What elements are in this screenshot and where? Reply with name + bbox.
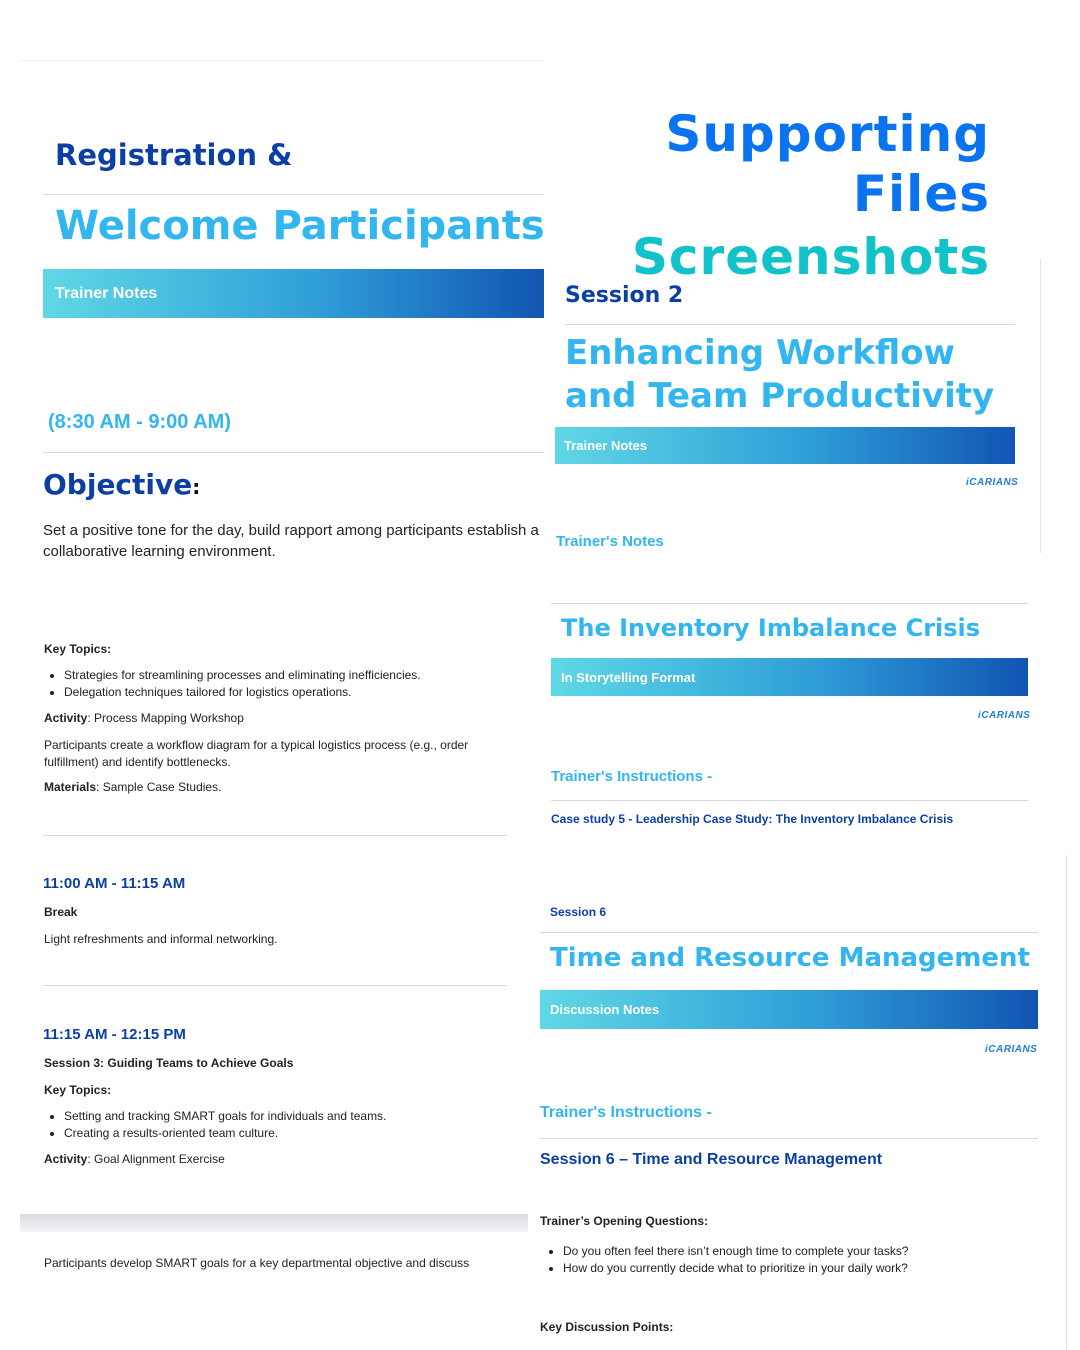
band-label: Discussion Notes [550,1002,660,1017]
session2-title [565,332,994,418]
session6-subtitle: Session 6 – Time and Resource Management [540,1151,883,1168]
activity-label: Activity [44,711,88,725]
session3-topics-list [44,1108,534,1142]
objective-heading [43,468,200,501]
list-item: • How do you currently decide what to prioritize in your daily work? [563,1260,1063,1277]
session6-panel-edge [1066,855,1067,1350]
session2-panel-edge [1040,258,1041,553]
key-topics-list [44,667,534,701]
questions-label: Trainer’s Opening Questions: [540,1214,709,1228]
activity-value: : Goal Alignment Exercise [87,1152,225,1166]
objective-text: Set a positive tone for the day, build rapport among participants establish a collaborative learning environment. [43,522,539,560]
welcome-heading: Welcome Participants [55,203,545,249]
activity-value: : Process Mapping Workshop [87,711,244,725]
session2-label: Session 2 [565,283,684,308]
registration-heading: Registration & [55,138,293,172]
session2-title-line2: and Team Productivity [565,376,995,416]
crisis-instructions: Trainer's Instructions - [551,768,713,785]
session6-label: Session 6 [550,905,607,919]
session6-instructions: Trainer's Instructions - [540,1104,712,1121]
icarians-logo: iCARIANS [966,477,1019,488]
break-time: 11:00 AM - 11:15 AM [43,875,186,892]
session3-title: Session 3: Guiding Teams to Achieve Goals [44,1056,294,1070]
session2-trainer-notes-band [555,427,1015,464]
page-title [545,104,990,290]
icarians-logo: iCARIANS [985,1044,1038,1055]
band-label: Trainer Notes [564,438,648,453]
divider [43,452,544,453]
page-break-bar [20,1214,528,1232]
band-label: In Storytelling Format [561,669,696,685]
trainer-notes-band [43,269,544,318]
activity-label: Activity [44,1152,88,1166]
key-points-label: Key Discussion Points: [540,1320,674,1334]
band-label: Trainer Notes [55,284,158,302]
list-item: • Setting and tracking SMART goals for individuals and teams. [64,1108,534,1125]
divider [551,800,1028,801]
title-line2: Screenshots [631,228,990,286]
session2-title-line1: Enhancing Workflow [565,333,955,373]
divider [540,1138,1038,1139]
questions-list [543,1243,1063,1277]
divider [43,194,544,195]
activity-description: Participants create a workflow diagram for a typical logistics process (e.g., order fulfillment) and identify bottlenecks. [44,738,469,769]
divider [565,324,1015,325]
title-line1: Supporting Files [665,105,990,223]
storytelling-band [551,658,1028,696]
key-topics-label: Key Topics: [44,642,112,656]
top-divider [20,60,544,61]
activity-line [44,711,244,725]
divider [43,835,507,836]
session6-title: Time and Resource Management [550,943,1030,973]
session3-key-label: Key Topics: [44,1083,112,1097]
divider [540,932,1038,933]
session3-activity [44,1152,225,1166]
crisis-title: The Inventory Imbalance Crisis [561,614,981,642]
list-item: • Delegation techniques tailored for logistics operations. [64,684,534,701]
list-item: • Creating a results-oriented team culture. [64,1125,534,1142]
session3-time: 11:15 AM - 12:15 PM [43,1026,186,1043]
break-label: Break [44,905,78,919]
list-item: • Strategies for streamlining processes and eliminating inefficiencies. [64,667,534,684]
divider [551,603,1028,604]
break-description: Light refreshments and informal networking. [44,932,278,946]
materials-value: : Sample Case Studies. [96,780,222,794]
materials-label: Materials [44,780,97,794]
materials-line [44,780,221,794]
list-item: • Do you often feel there isn’t enough time to complete your tasks? [563,1243,1063,1260]
case-study-line: Case study 5 - Leadership Case Study: The Inventory Imbalance Crisis [551,812,954,826]
icarians-logo: iCARIANS [978,710,1031,721]
bottom-text: Participants develop SMART goals for a key departmental objective and discuss [44,1256,470,1270]
divider [43,985,507,986]
session2-subheading: Trainer's Notes [556,533,664,550]
objective-colon: : [192,475,201,499]
objective-title: Objective [43,468,193,501]
discussion-notes-band [540,990,1038,1029]
time-range: (8:30 AM - 9:00 AM) [48,411,231,433]
